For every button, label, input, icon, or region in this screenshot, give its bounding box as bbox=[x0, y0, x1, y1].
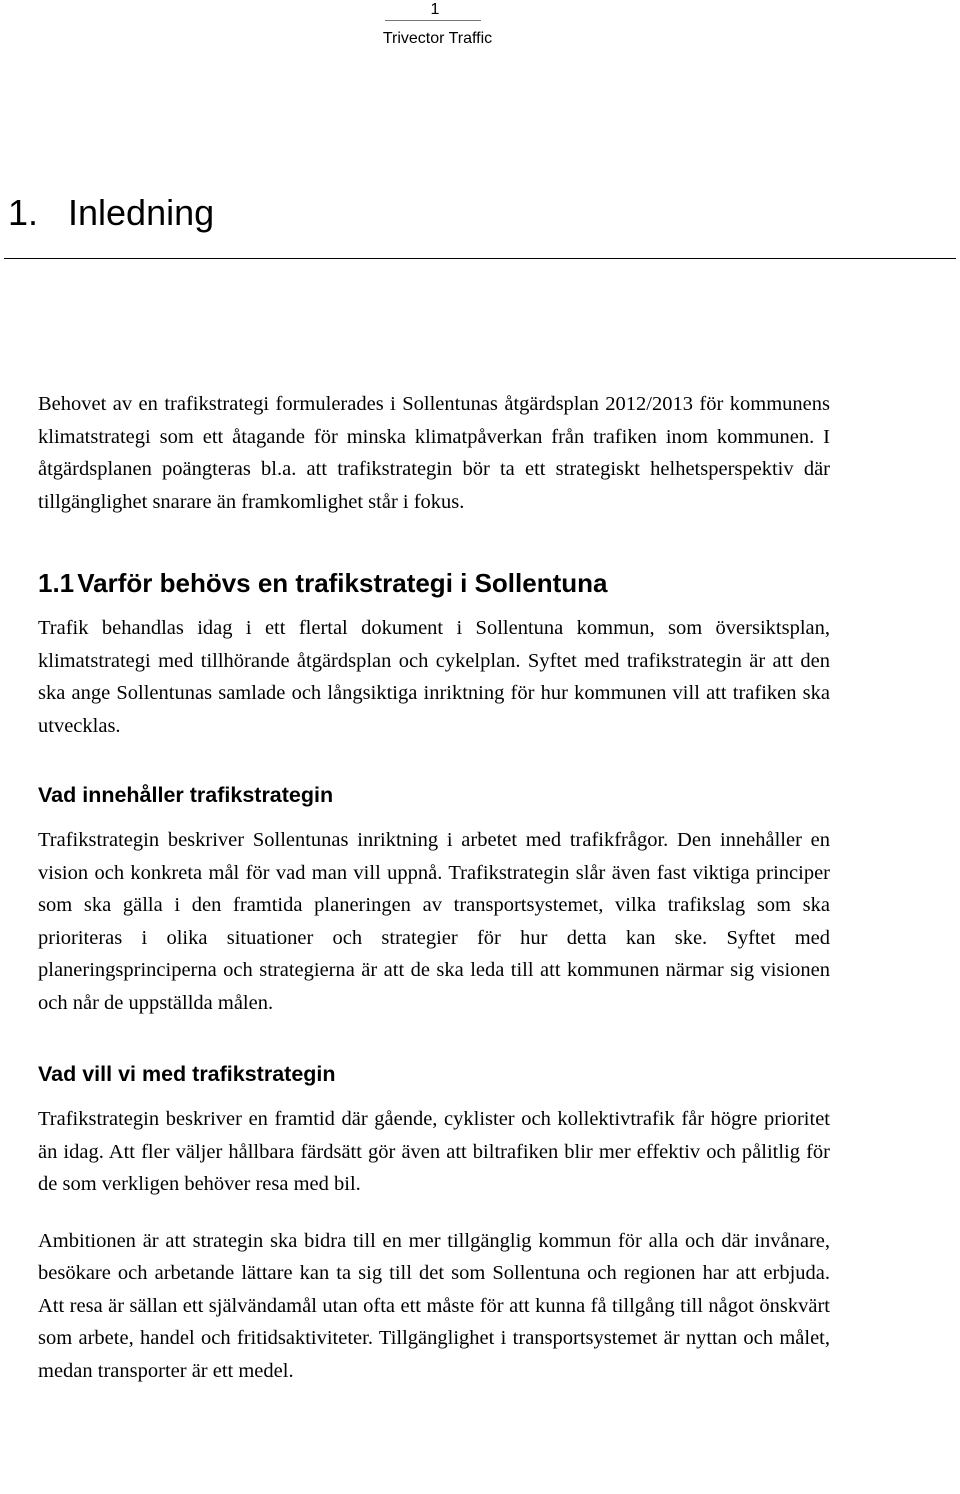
subheading-content: Vad innehåller trafikstrategin bbox=[38, 783, 334, 807]
purpose-paragraph-1: Trafikstrategin beskriver en framtid där gående, cyklister och kollektivtrafik får högre prioritet än idag. Att fler väljer hållbara färdsätt gör även att biltrafiken blir mer effektiv och pålitlig för de som verkligen behöver resa med bil. bbox=[38, 1108, 830, 1195]
document-body bbox=[38, 388, 830, 1387]
chapter-number: 1. bbox=[8, 192, 39, 233]
section-title: Varför behövs en trafikstrategi i Sollentuna bbox=[77, 568, 608, 598]
company-name: Trivector Traffic bbox=[382, 30, 493, 47]
chapter-rule bbox=[4, 258, 956, 259]
chapter-title bbox=[8, 190, 214, 236]
chapter-title-text: Inledning bbox=[68, 192, 215, 233]
page-number: 1 bbox=[430, 1, 440, 18]
content-paragraph: Trafikstrategin beskriver Sollentunas inriktning i arbetet med trafikfrågor. Den innehåller en vision och konkreta mål för vad man vill uppnå. Trafikstrategin slår även fast viktiga principer som ska gälla i den framtida planeringen av transportsystemet, vilka trafikslag som ska prioriteras i olika situationer och strategier för hur detta kan ske. Syftet med planeringsprinciperna och strategierna är att de ska leda till att kommunen närmar sig visionen och når de uppställda målen. bbox=[38, 829, 830, 1014]
section-paragraph: Trafik behandlas idag i ett flertal dokument i Sollentuna kommun, som översiktsplan, klimatstrategi med tillhörande åtgärdsplan och cykelplan. Syftet med trafikstrategin är att den ska ange Sollentunas samlade och långsiktiga inriktning för hur kommunen vill att trafiken ska utvecklas. bbox=[38, 617, 830, 737]
purpose-paragraph-2: Ambitionen är att strategin ska bidra till en mer tillgänglig kommun för alla och där invånare, besökare och arbetande lättare kan ta sig till det som Sollentuna och regionen har att erbjuda. Att resa är sällan ett självändamål utan ofta ett måste för att kunna få tillgång till något önskvärt som arbete, handel och fritidsaktiviteter. Tillgänglighet i transportsystemet är nyttan och målet, medan transporter är ett medel. bbox=[38, 1229, 830, 1382]
header-rule bbox=[385, 20, 481, 21]
subheading-purpose: Vad vill vi med trafikstrategin bbox=[38, 1062, 336, 1086]
section-number: 1.1 bbox=[38, 568, 75, 598]
intro-paragraph: Behovet av en trafikstrategi formulerades i Sollentunas åtgärdsplan 2012/2013 för kommunens klimatstrategi som ett åtagande för minska klimatpåverkan från trafiken inom kommunen. I åtgärdsplanen poängteras bl.a. att trafikstrategin bör ta ett strategiskt helhetsperspektiv där tillgänglighet snarare än framkomlighet står i fokus. bbox=[38, 393, 830, 513]
section-heading bbox=[38, 567, 830, 599]
